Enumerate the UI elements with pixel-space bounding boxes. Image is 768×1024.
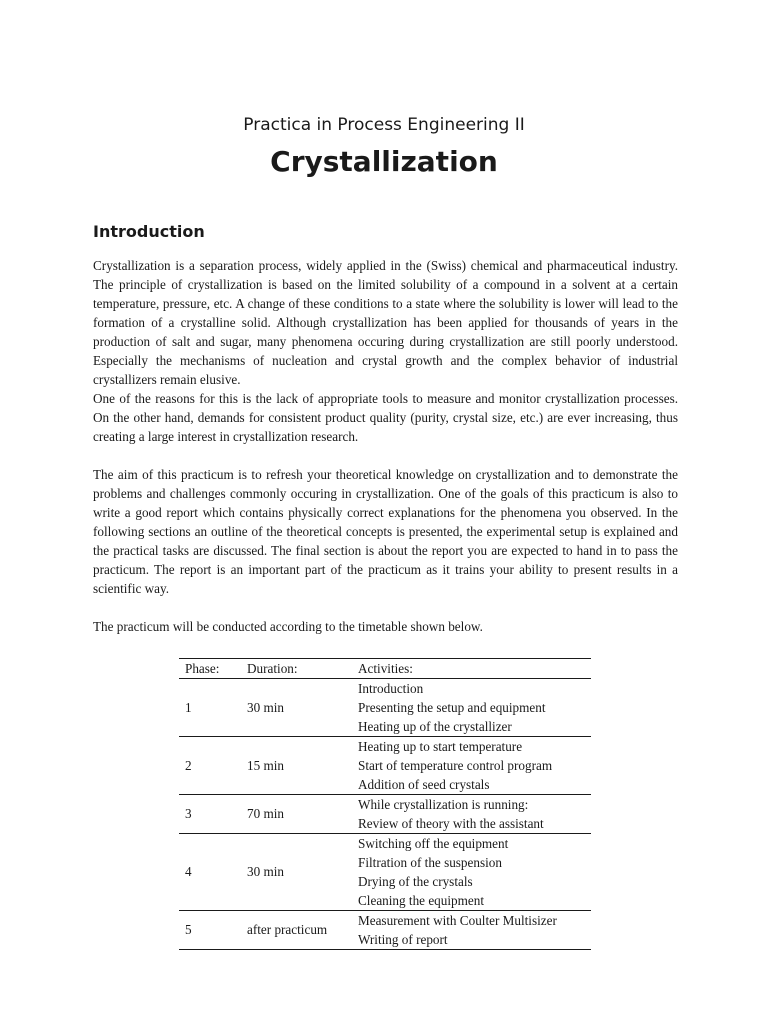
activity-item: While crystallization is running: xyxy=(358,797,529,812)
timetable-intro-paragraph-block xyxy=(93,617,678,636)
column-header-phase: Phase: xyxy=(179,659,241,679)
table-row xyxy=(179,911,591,950)
activity-item: Drying of the crystals xyxy=(358,874,473,889)
activities-cell xyxy=(352,679,591,737)
table-row xyxy=(179,679,591,737)
activity-item: Cleaning the equipment xyxy=(358,893,484,908)
activity-item: Filtration of the suspension xyxy=(358,855,502,870)
paragraph: The aim of this practicum is to refresh your theoretical knowledge on crystallization and to demonstrate the problems and challenges commonly occuring in crystallization. One of the goals of this practicum is also to write a good report which contains physically correct explanations for the phenomena you observed. In the following sections an outline of the theoretical concepts is presented, the experimental setup is explained and the practical tasks are discussed. The final section is about the report you are expected to hand in to pass the practicum. The report is an important part of the practicum as it trains your ability to present results in a scientific way. xyxy=(93,467,678,596)
document-title: Crystallization xyxy=(270,145,498,178)
course-title: Practica in Process Engineering II xyxy=(243,115,525,135)
aim-paragraph-block xyxy=(93,465,678,598)
activity-item: Heating up to start temperature xyxy=(358,739,523,754)
activity-item: Presenting the setup and equipment xyxy=(358,700,546,715)
phase-cell: 2 xyxy=(185,757,192,773)
activity-item: Measurement with Coulter Multisizer xyxy=(358,913,557,928)
section-heading-introduction: Introduction xyxy=(93,222,205,241)
paragraph: One of the reasons for this is the lack of appropriate tools to measure and monitor crystallization processes. On the other hand, demands for consistent product quality (purity, crystal size, etc.) are ever increasing, thus creating a large interest in crystallization research. xyxy=(93,391,678,444)
duration-cell: 15 min xyxy=(247,757,284,773)
paragraph: The practicum will be conducted according to the timetable shown below. xyxy=(93,619,483,634)
table-row xyxy=(179,795,591,834)
table-row xyxy=(179,737,591,795)
activity-item: Heating up of the crystallizer xyxy=(358,719,512,734)
activity-item: Review of theory with the assistant xyxy=(358,816,544,831)
duration-cell: 70 min xyxy=(247,806,284,821)
table-row xyxy=(179,834,591,911)
activities-cell xyxy=(352,795,591,834)
paragraph: Crystallization is a separation process, widely applied in the (Swiss) chemical and pharmaceutical industry. The principle of crystallization is based on the limited solubility of a compound in a solvent at a certain temperature, pressure, etc. A change of these conditions to a state where the solubility is lower will lead to the formation of a crystalline solid. Although crystallization has been applied for thousands of years in the production of salt and sugar, many phenomena occuring during crystallization are still poorly understood. Especially the mechanisms of nucleation and crystal growth and the complex behavior of industrial crystallizers remain elusive. xyxy=(93,258,678,387)
activities-cell xyxy=(352,911,591,950)
timetable-table xyxy=(179,658,591,950)
activity-item: Writing of report xyxy=(358,932,448,947)
activity-item: Introduction xyxy=(358,681,424,696)
activity-item: Switching off the equipment xyxy=(358,836,509,851)
phase-cell: 3 xyxy=(185,806,192,821)
activity-item: Addition of seed crystals xyxy=(358,777,490,792)
activities-cell xyxy=(352,737,591,795)
activity-item: Start of temperature control program xyxy=(358,758,553,773)
column-header-activities: Activities: xyxy=(352,659,591,679)
duration-cell: 30 min xyxy=(247,699,284,715)
table-header-row xyxy=(179,659,591,679)
duration-cell: after practicum xyxy=(247,922,328,937)
intro-paragraph-block xyxy=(93,256,678,446)
duration-cell: 30 min xyxy=(247,864,284,879)
timetable xyxy=(179,658,591,950)
activities-cell xyxy=(352,834,591,911)
phase-cell: 4 xyxy=(185,864,192,879)
phase-cell: 5 xyxy=(185,922,192,937)
phase-cell: 1 xyxy=(185,699,192,715)
column-header-duration: Duration: xyxy=(241,659,352,679)
